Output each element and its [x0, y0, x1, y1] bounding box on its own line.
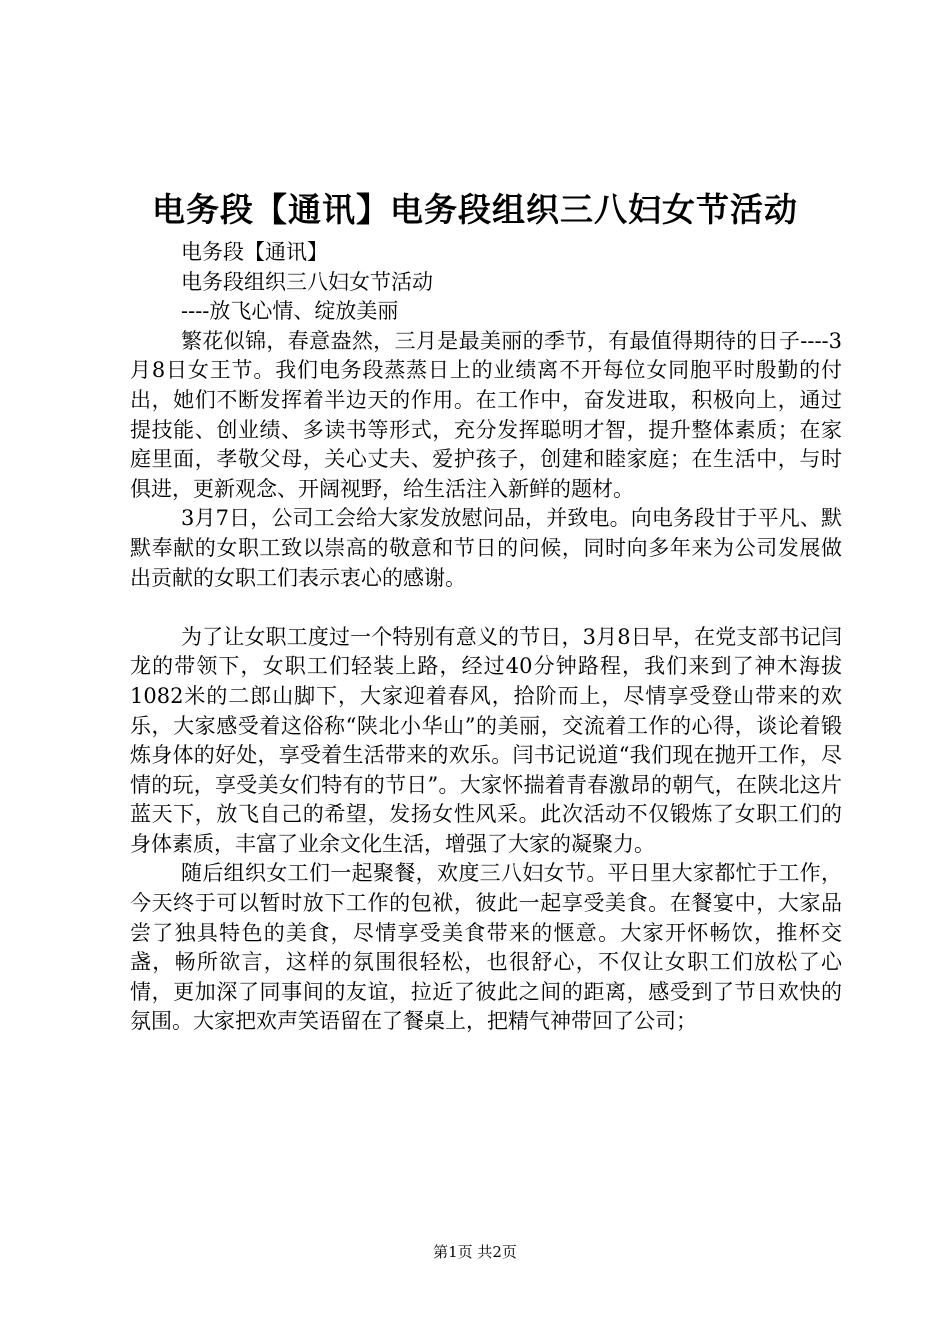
- paragraph-3: 为了让女职工度过一个特别有意义的节日，3月8日早，在党支部书记闫龙的带领下，女职工们轻装上路，经过40分钟路程，我们来到了神木海拔1082米的二郎山脚下，大家迎着春风，拾阶而上，尽情享受登山带来的欢乐，大家感受着这俗称“陕北小华山”的美丽，交流着工作的心得，谈论着锻炼身体的好处，享受着生活带来的欢乐。闫书记说道“我们现在抛开工作，尽情的玩，享受美女们特有的节日”。大家怀揣着青春激昂的朝气，在陕北这片蓝天下，放飞自己的希望，发扬女性风采。此次活动不仅锻炼了女职工们的身体素质，丰富了业余文化生活，增强了大家的凝聚力。: [130, 624, 842, 856]
- paragraph-spacer: [130, 593, 842, 623]
- intro-line-headline: 电务段组织三八妇女节活动: [181, 269, 433, 294]
- intro-line-subtitle: ----放飞心情、绽放美丽: [181, 299, 399, 324]
- paragraph-1: 繁花似锦，春意盎然，三月是最美丽的季节，有最值得期待的日子----3月8日女王节。我们电务段蒸蒸日上的业绩离不开每位女同胞平时殷勤的付出，她们不断发挥着半边天的作用。在工作中，奋发进取，积极向上，通过提技能、创业绩、多读书等形式，充分发挥聪明才智，提升整体素质；在家庭里面，孝敬父母，关心丈夫、爱护孩子，创建和睦家庭；在生活中，与时俱进，更新观念、开阔视野，给生活注入新鲜的题材。: [130, 328, 842, 501]
- paragraph-2: 3月7日，公司工会给大家发放慰问品，并致电。向电务段甘于平凡、默默奉献的女职工致以崇高的敬意和节日的问候，同时向多年来为公司发展做出贡献的女职工们表示衷心的感谢。: [130, 506, 842, 590]
- page-title: 电务段【通讯】电务段组织三八妇女节活动: [152, 190, 798, 229]
- page-number: 第1页 共2页: [433, 1243, 517, 1261]
- document-body: [130, 238, 842, 1037]
- intro-line-section: 电务段【通讯】: [181, 240, 328, 264]
- paragraph-4: 随后组织女工们一起聚餐，欢度三八妇女节。平日里大家都忙于工作，今天终于可以暂时放下工作的包袱，彼此一起享受美食。在餐宴中，大家品尝了独具特色的美食，尽情享受美食带来的惬意。大家开怀畅饮，推杯交盏，畅所欲言，这样的氛围很轻松，也很舒心，不仅让女职工们放松了心情，更加深了同事间的友谊，拉近了彼此之间的距离，感受到了节日欢快的氛围。大家把欢声笑语留在了餐桌上，把精气神带回了公司；: [130, 861, 842, 1034]
